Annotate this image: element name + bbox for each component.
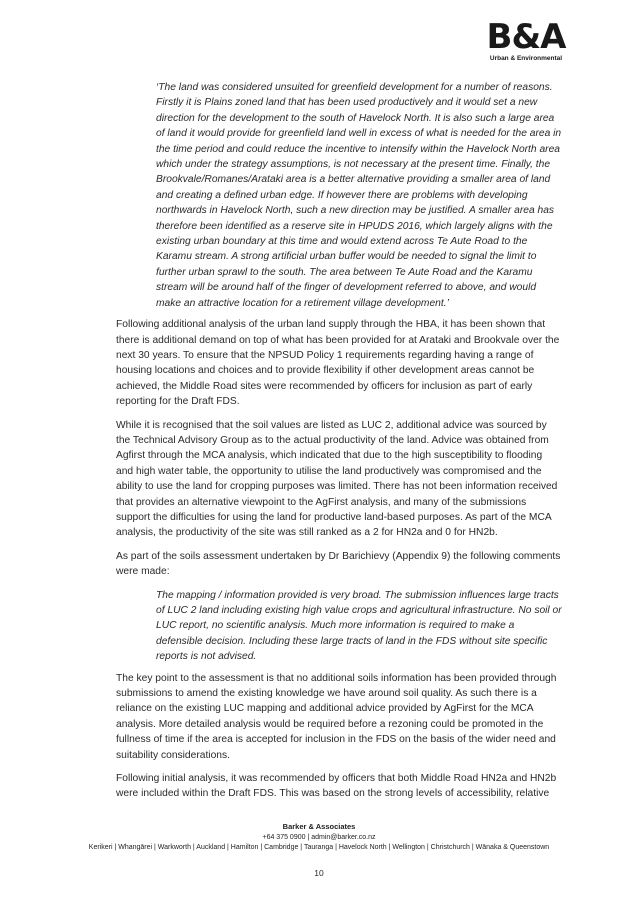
page-number: 10 (314, 868, 324, 878)
quote-barichievy: The mapping / information provided is very broad. The submission influences large tracts of LUC 2 land including existing high value crops and agricultural infrastructure. No soil or LUC report, no scientific analysis. Much more information is required to make a defensible decision. Including these large tracts of land in the FDS without site specific reports is not advised. (156, 589, 562, 663)
paragraph-land-supply: Following additional analysis of the urban land supply through the HBA, it has been shown that there is additional demand on top of what has been provided for at Arataki and Brookvale over the next 30 years. To ensure that the NPSUD Policy 1 requirements regarding having a range of housing locations and choices and to provide flexibility if other development areas cannot be achieved, the Middle Road sites were recommended by officers for inclusion as part of early reporting for the Draft FDS. (116, 319, 560, 408)
logo-subtitle: Urban & Environmental (489, 55, 563, 62)
logo-mark: B&A (486, 17, 566, 57)
quote-hpuds: ‘The land was considered unsuited for greenfield development for a number of reasons. Firstly it is Plains zoned land that has been used productively and it would set a new direction for the development to the south of Havelock North. It is also such a large area of land it would provide for greenfield land well in excess of what is needed for the area in the time period and could reduce the incentive to intensify within the Havelock North area which under the strategy assumptions, is not necessary at the present time. Finally, the Brookvale/Romanes/Arataki area is a better alternative providing a smaller area of land and creating a defined urban edge. If however there are problems with developing northwards in Havelock North, such a new direction may be justified. A smaller area has therefore been identified as a reserve site in HPUDS 2016, which largely aligns with the existing urban boundary at this time and would extend across Te Aute Road to the Karamu stream. A strong artificial urban buffer would be needed to signal the limit to further urban sprawl to the south. The area between Te Aute Road and the Karamu stream will be around half of the finger of development referred to above, and would make an attractive location for a retirement village development.’ (156, 82, 562, 309)
footer-contact: +64 375 0900 | admin@barker.co.nz (262, 833, 376, 841)
company-logo (478, 18, 574, 74)
page-footer (0, 822, 638, 854)
page-body (116, 80, 561, 810)
paragraph-soil-values: While it is recognised that the soil values are listed as LUC 2, additional advice was sourced by the Technical Advisory Group as to the actual productivity of the land. Advice was obtained from Agfirst through the MCA analysis, which indicated that due to the high susceptibility to flooding and high water table, the opportunity to utilise the land productively was compromised and the ability to use the land for cropping purposes was limited. There has not been information received that provides an alternative viewpoint to the AgFirst analysis, and many of the submissions support the difficulties for using the land for productive land-based purposes. As part of the MCA analysis, the productivity of the site was still ranked as a 2 for HN2a and 0 for HN2b. (116, 419, 558, 539)
footer-firm-name: Barker & Associates (282, 822, 356, 831)
paragraph-key-point: The key point to the assessment is that no additional soils information has been provided through submissions to amend the existing knowledge we have around soil quality. As such there is a reliance on the existing LUC mapping and additional advice provided by AgFirst for the MCA analysis. More detailed analysis would be required before a rezoning could be promoted in the fullness of time if the area is accepted for inclusion in the FDS on the basis of the wider need and suitability considerations. (116, 672, 557, 761)
paragraph-soils-assessment-intro: As part of the soils assessment undertaken by Dr Barichievy (Appendix 9) the following comments were made: (116, 550, 561, 578)
footer-offices: Kerikeri | Whangārei | Warkworth | Auckland | Hamilton | Cambridge | Tauranga | Havelock North | Wellington | Christchurch | Wānaka & Queenstown (88, 844, 550, 851)
paragraph-initial-analysis: Following initial analysis, it was recommended by officers that both Middle Road HN2a and HN2b were included within the Draft FDS. This was based on the strong levels of accessibility, relative (116, 773, 557, 800)
